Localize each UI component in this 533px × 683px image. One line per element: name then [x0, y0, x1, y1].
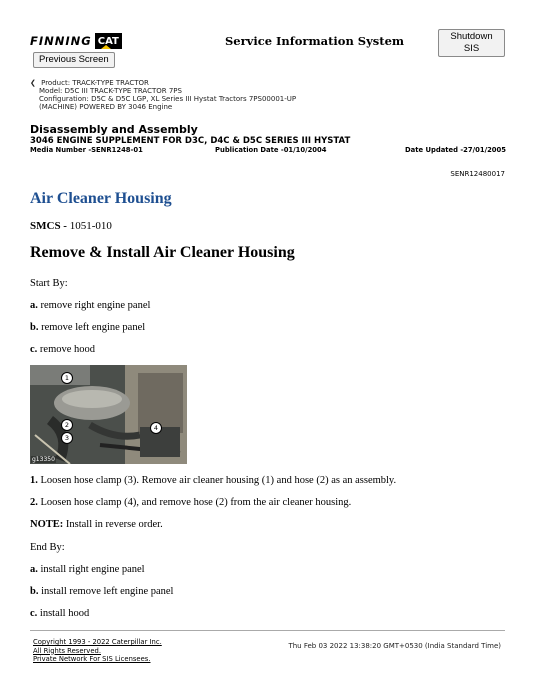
document-heading	[30, 123, 506, 156]
previous-screen-button[interactable]: Previous Screen	[33, 52, 115, 68]
configuration-value-cont: (MACHINE) POWERED BY 3046 Engine	[39, 103, 173, 111]
smcs-code	[30, 220, 112, 232]
product-value: TRACK-TYPE TRACTOR	[72, 79, 149, 87]
publication-date: Publication Date -01/10/2004	[215, 146, 327, 154]
callout-4: 4	[150, 422, 162, 434]
back-arrow-icon[interactable]: ❮	[30, 79, 36, 87]
rights-link[interactable]: All Rights Reserved.	[33, 646, 101, 655]
logo-finning-text: FINNING	[30, 34, 92, 48]
page-header-title: Service Information System	[225, 34, 405, 48]
page-title: Air Cleaner Housing	[30, 190, 172, 207]
footer-timestamp: Thu Feb 03 2022 13:38:20 GMT+0530 (India Standard Time)	[288, 642, 501, 650]
smcs-label: SMCS -	[30, 220, 67, 232]
logo-cat-badge: CAT	[95, 33, 122, 49]
callout-2: 2	[61, 419, 73, 431]
copyright-link[interactable]: Copyright 1993 - 2022 Caterpillar Inc.	[33, 638, 162, 646]
shutdown-sis-button[interactable]: Shutdown SIS	[438, 29, 505, 57]
engine-photo-illustration	[30, 365, 187, 464]
start-step-c: c. remove hood	[30, 344, 96, 355]
end-step-a: a. install right engine panel	[30, 564, 145, 575]
air-cleaner-figure	[30, 365, 187, 464]
start-step-a: a. remove right engine panel	[30, 300, 151, 311]
media-number: Media Number -SENR1248-01	[30, 146, 143, 154]
start-step-b: b. remove left engine panel	[30, 322, 146, 333]
step-1: 1. Loosen hose clamp (3). Remove air cleaner housing (1) and hose (2) as an assembly.	[30, 475, 397, 486]
callout-3: 3	[61, 432, 73, 444]
top-bar	[30, 28, 505, 68]
procedure-title: Remove & Install Air Cleaner Housing	[30, 244, 295, 261]
finning-cat-logo	[30, 30, 119, 52]
footer-links	[33, 638, 162, 664]
section-title: Disassembly and Assembly	[30, 123, 198, 136]
supplement-title: 3046 ENGINE SUPPLEMENT FOR D3C, D4C & D5C SERIES III HYSTAT	[30, 136, 351, 146]
configuration-value: D5C & D5C LGP, XL Series III Hystat Tractors 7PS00001-UP	[91, 95, 297, 103]
note: NOTE: Install in reverse order.	[30, 519, 163, 530]
model-value: D5C III TRACK-TYPE TRACTOR 7PS	[64, 87, 182, 95]
document-meta	[30, 146, 506, 156]
model-label: Model:	[39, 87, 63, 95]
product-label: Product:	[41, 79, 71, 87]
start-by-label: Start By:	[30, 278, 68, 289]
end-step-c: c. install hood	[30, 608, 90, 619]
configuration-label: Configuration:	[39, 95, 89, 103]
figure-id-label: g13350	[32, 456, 55, 463]
smcs-value: 1051-010	[69, 220, 112, 232]
callout-1: 1	[61, 372, 73, 384]
document-id: SENR12480017	[450, 170, 505, 178]
step-2: 2. Loosen hose clamp (4), and remove hose (2) from the air cleaner housing.	[30, 497, 352, 508]
product-info	[30, 79, 430, 111]
end-by-label: End By:	[30, 542, 65, 553]
end-step-b: b. install remove left engine panel	[30, 586, 174, 597]
date-updated: Date Updated -27/01/2005	[404, 146, 506, 154]
footer-divider	[30, 630, 505, 631]
network-link[interactable]: Private Network For SIS Licensees.	[33, 655, 151, 663]
note-label: NOTE:	[30, 519, 64, 530]
